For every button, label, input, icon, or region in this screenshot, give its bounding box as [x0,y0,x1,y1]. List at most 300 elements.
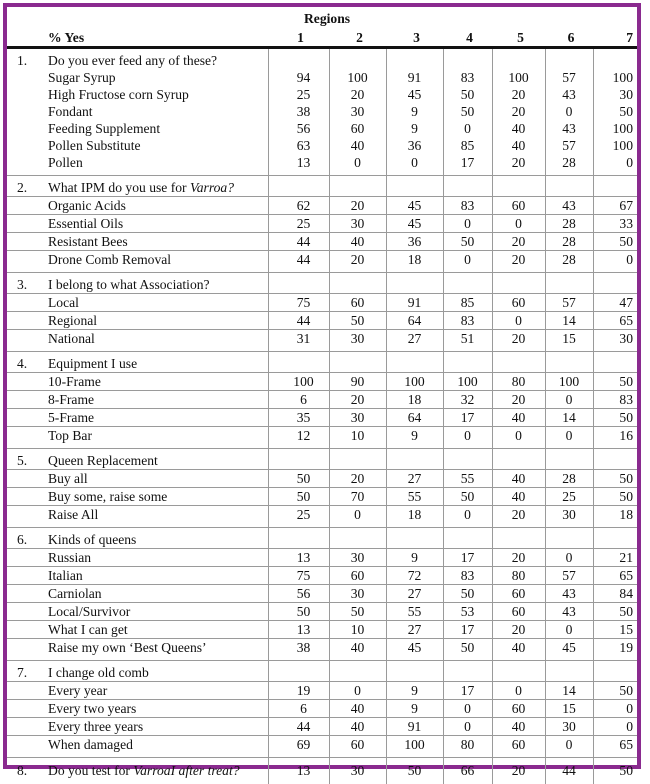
empty-cell [492,352,545,373]
region-7-value: 30 [593,330,637,352]
section-8 [7,758,637,784]
table-row [7,137,637,154]
region-3-value: 55 [386,603,443,621]
region-3-value: 36 [386,233,443,251]
empty-cell [329,528,386,549]
empty-cell [492,661,545,682]
table-row [7,682,637,700]
row-spacer [7,718,40,736]
row-spacer [7,585,40,603]
row-spacer [7,233,40,251]
region-5-value: 0 [492,682,545,700]
region-5-value: 40 [492,137,545,154]
row-label: Essential Oils [40,215,268,233]
empty-cell [268,449,329,470]
region-6-value: 14 [545,409,593,427]
empty-cell [492,48,545,70]
region-3-value: 72 [386,567,443,585]
region-2-value: 50 [329,312,386,330]
question-text-main: Queen Replacement [48,453,158,468]
empty-cell [545,176,593,197]
region-3-value: 9 [386,549,443,567]
region-5-value: 0 [492,427,545,449]
region-2-value: 20 [329,470,386,488]
region-1-value: 50 [268,470,329,488]
question-text [40,528,268,549]
region-1-value: 13 [268,621,329,639]
row-label: Every year [40,682,268,700]
region-3-value: 18 [386,251,443,273]
region-3-value: 9 [386,682,443,700]
survey-results-table [7,7,637,784]
region-3-value: 9 [386,103,443,120]
row-label: Carniolan [40,585,268,603]
empty-cell [386,449,443,470]
table-row [7,86,637,103]
row-spacer [7,197,40,215]
region-2-value: 60 [329,736,386,758]
region-1-value: 12 [268,427,329,449]
region-6-value: 43 [545,603,593,621]
region-5-value: 100 [492,69,545,86]
region-5-value: 60 [492,603,545,621]
region-6-value: 28 [545,154,593,176]
row-spacer [7,86,40,103]
region-header-3: 3 [386,27,443,48]
table-header [7,7,637,48]
region-6-value: 28 [545,233,593,251]
empty-cell [443,176,492,197]
section-3 [7,273,637,352]
row-spacer [7,488,40,506]
region-2-value: 30 [329,409,386,427]
region-2-value: 40 [329,718,386,736]
region-2-value: 40 [329,639,386,661]
question-number: 7. [7,661,40,682]
region-1-value: 69 [268,736,329,758]
row-spacer [7,621,40,639]
row-label: Pollen [40,154,268,176]
row-label: Local [40,294,268,312]
row-label: Every three years [40,718,268,736]
region-1-value: 44 [268,718,329,736]
empty-cell [492,273,545,294]
region-6-value: 44 [545,758,593,784]
empty-cell [268,528,329,549]
table-row [7,549,637,567]
region-5-value: 20 [492,549,545,567]
region-6-value: 14 [545,312,593,330]
region-6-value: 43 [545,197,593,215]
region-1-value: 13 [268,154,329,176]
row-label: Sugar Syrup [40,69,268,86]
row-label: National [40,330,268,352]
empty-cell [386,661,443,682]
empty-cell [593,176,637,197]
region-1-value: 100 [268,373,329,391]
region-7-value: 33 [593,215,637,233]
row-label: High Fructose corn Syrup [40,86,268,103]
region-header-7: 7 [593,27,637,48]
empty-cell [443,273,492,294]
region-2-value: 0 [329,154,386,176]
question-text [40,352,268,373]
region-7-value: 21 [593,549,637,567]
row-label: Every two years [40,700,268,718]
question-text [40,176,268,197]
row-spacer [7,736,40,758]
question-text-main: Kinds of queens [48,532,136,547]
empty-cell [545,528,593,549]
table-row [7,373,637,391]
row-spacer [7,137,40,154]
empty-cell [329,48,386,70]
region-4-value: 0 [443,718,492,736]
region-1-value: 25 [268,506,329,528]
region-2-value: 30 [329,549,386,567]
region-3-value: 9 [386,427,443,449]
empty-cell [329,661,386,682]
row-spacer [7,154,40,176]
region-5-value: 20 [492,154,545,176]
region-4-value: 83 [443,197,492,215]
region-6-value: 0 [545,391,593,409]
table-row [7,639,637,661]
region-5-value: 40 [492,488,545,506]
empty-cell [593,352,637,373]
region-6-value: 0 [545,427,593,449]
row-spacer [7,700,40,718]
row-label: Drone Comb Removal [40,251,268,273]
region-2-value: 10 [329,621,386,639]
region-6-value: 14 [545,682,593,700]
region-6-value: 57 [545,567,593,585]
region-4-value: 17 [443,409,492,427]
region-7-value: 100 [593,137,637,154]
regions-group-label: Regions [268,7,386,27]
region-3-value: 50 [386,758,443,784]
region-4-value: 85 [443,137,492,154]
region-1-value: 19 [268,682,329,700]
region-1-value: 62 [268,197,329,215]
region-3-value: 18 [386,391,443,409]
section-7 [7,661,637,758]
question-number: 1. [7,48,40,70]
region-1-value: 44 [268,251,329,273]
table-row [7,409,637,427]
region-5-value: 20 [492,621,545,639]
empty-cell [545,449,593,470]
question-text-main: Equipment I use [48,356,137,371]
region-7-value: 0 [593,154,637,176]
region-6-value: 43 [545,585,593,603]
region-3-value: 64 [386,409,443,427]
row-spacer [7,427,40,449]
region-5-value: 60 [492,294,545,312]
table-row [7,120,637,137]
empty-cell [386,48,443,70]
region-2-value: 0 [329,682,386,700]
empty-cell [443,352,492,373]
region-5-value: 20 [492,251,545,273]
region-1-value: 13 [268,549,329,567]
question-text-main: Do you test for [48,763,133,778]
section-4 [7,352,637,449]
region-7-value: 0 [593,718,637,736]
region-4-value: 50 [443,639,492,661]
column-header-row [7,27,637,48]
region-1-value: 94 [268,69,329,86]
region-7-value: 0 [593,700,637,718]
empty-cell [386,352,443,373]
empty-cell [386,273,443,294]
region-header-4: 4 [443,27,492,48]
table-row [7,427,637,449]
region-7-value: 100 [593,120,637,137]
empty-cell [593,48,637,70]
region-2-value: 100 [329,69,386,86]
region-2-value: 60 [329,567,386,585]
region-2-value: 90 [329,373,386,391]
region-5-value: 80 [492,567,545,585]
region-7-value: 65 [593,567,637,585]
region-7-value: 15 [593,621,637,639]
region-5-value: 60 [492,700,545,718]
region-1-value: 38 [268,103,329,120]
table-row [7,197,637,215]
region-7-value: 18 [593,506,637,528]
region-header-2: 2 [329,27,386,48]
region-7-value: 50 [593,409,637,427]
region-7-value: 83 [593,391,637,409]
region-6-value: 30 [545,506,593,528]
region-4-value: 32 [443,391,492,409]
region-4-value: 50 [443,488,492,506]
region-7-value: 50 [593,682,637,700]
region-3-value: 45 [386,639,443,661]
question-text-italic: VarroaI after treat? [133,763,239,778]
region-2-value: 0 [329,506,386,528]
region-3-value: 91 [386,718,443,736]
question-text [40,48,268,70]
region-1-value: 56 [268,585,329,603]
region-6-value: 0 [545,621,593,639]
region-3-value: 27 [386,470,443,488]
empty-cell [268,176,329,197]
region-6-value: 45 [545,639,593,661]
region-3-value: 91 [386,69,443,86]
region-6-value: 30 [545,718,593,736]
region-6-value: 57 [545,69,593,86]
question-row [7,661,637,682]
region-5-value: 40 [492,718,545,736]
row-spacer [7,470,40,488]
section-1 [7,48,637,176]
region-3-value: 27 [386,585,443,603]
question-number: 4. [7,352,40,373]
region-2-value: 10 [329,427,386,449]
region-4-value: 100 [443,373,492,391]
region-1-value: 44 [268,312,329,330]
question-text [40,758,268,784]
row-label: Feeding Supplement [40,120,268,137]
region-5-value: 20 [492,758,545,784]
region-7-value: 67 [593,197,637,215]
question-text [40,661,268,682]
region-3-value: 91 [386,294,443,312]
region-7-value: 84 [593,585,637,603]
region-5-value: 20 [492,233,545,251]
region-5-value: 40 [492,409,545,427]
region-4-value: 17 [443,549,492,567]
region-4-value: 0 [443,120,492,137]
region-5-value: 0 [492,215,545,233]
region-6-value: 57 [545,137,593,154]
region-3-value: 45 [386,197,443,215]
question-row [7,528,637,549]
row-label: Organic Acids [40,197,268,215]
region-7-value: 19 [593,639,637,661]
empty-cell [492,449,545,470]
question-text-main: Do you ever feed any of these? [48,53,217,68]
empty-cell [329,449,386,470]
row-spacer [7,567,40,585]
region-2-value: 30 [329,103,386,120]
section-5 [7,449,637,528]
empty-cell [268,48,329,70]
region-4-value: 50 [443,585,492,603]
table-row [7,330,637,352]
row-label: Regional [40,312,268,330]
row-spacer [7,409,40,427]
empty-cell [545,352,593,373]
region-2-value: 30 [329,215,386,233]
region-6-value: 15 [545,330,593,352]
empty-cell [329,273,386,294]
question-text-main: I belong to what Association? [48,277,210,292]
row-label: 8-Frame [40,391,268,409]
region-1-value: 6 [268,391,329,409]
region-2-value: 20 [329,251,386,273]
row-spacer [7,120,40,137]
region-3-value: 64 [386,312,443,330]
region-3-value: 18 [386,506,443,528]
region-2-value: 40 [329,233,386,251]
region-4-value: 0 [443,251,492,273]
region-1-value: 44 [268,233,329,251]
empty-cell [545,661,593,682]
region-6-value: 0 [545,736,593,758]
region-2-value: 30 [329,330,386,352]
region-6-value: 43 [545,120,593,137]
region-1-value: 25 [268,215,329,233]
region-7-value: 47 [593,294,637,312]
region-3-value: 45 [386,86,443,103]
empty-cell [545,273,593,294]
row-label: Raise All [40,506,268,528]
row-spacer [7,639,40,661]
row-spacer [7,215,40,233]
table-row [7,215,637,233]
region-5-value: 20 [492,86,545,103]
region-7-value: 100 [593,69,637,86]
row-label: 5-Frame [40,409,268,427]
empty-cell [268,273,329,294]
empty-cell [386,176,443,197]
table-row [7,233,637,251]
section-2 [7,176,637,273]
survey-table-frame [3,3,641,769]
region-7-value: 50 [593,488,637,506]
row-label: Buy all [40,470,268,488]
row-spacer [7,251,40,273]
regions-header-row [7,7,637,27]
row-spacer [7,391,40,409]
region-7-value: 65 [593,312,637,330]
question-number: 2. [7,176,40,197]
region-6-value: 28 [545,215,593,233]
table-row [7,488,637,506]
region-4-value: 0 [443,506,492,528]
region-5-value: 60 [492,736,545,758]
row-label: Pollen Substitute [40,137,268,154]
row-label: What I can get [40,621,268,639]
region-2-value: 60 [329,120,386,137]
region-4-value: 17 [443,621,492,639]
table-row [7,585,637,603]
region-5-value: 60 [492,197,545,215]
region-3-value: 36 [386,137,443,154]
region-4-value: 83 [443,312,492,330]
table-row [7,736,637,758]
region-7-value: 50 [593,373,637,391]
region-1-value: 38 [268,639,329,661]
region-3-value: 45 [386,215,443,233]
table-row [7,294,637,312]
region-1-value: 56 [268,120,329,137]
region-1-value: 50 [268,603,329,621]
region-2-value: 20 [329,86,386,103]
region-4-value: 83 [443,567,492,585]
row-spacer [7,373,40,391]
question-text-main: I change old comb [48,665,149,680]
table-row [7,621,637,639]
region-4-value: 80 [443,736,492,758]
table-row [7,391,637,409]
region-1-value: 75 [268,294,329,312]
region-3-value: 100 [386,373,443,391]
empty-cell [329,352,386,373]
empty-cell [593,661,637,682]
row-spacer [7,294,40,312]
table-row [7,603,637,621]
region-7-value: 30 [593,86,637,103]
empty-cell [593,273,637,294]
row-spacer [7,682,40,700]
region-7-value: 50 [593,103,637,120]
region-3-value: 100 [386,736,443,758]
empty-cell [329,176,386,197]
table-row [7,154,637,176]
empty-cell [593,528,637,549]
question-row [7,449,637,470]
region-5-value: 40 [492,470,545,488]
region-3-value: 9 [386,120,443,137]
region-7-value: 0 [593,251,637,273]
region-1-value: 50 [268,488,329,506]
region-2-value: 30 [329,585,386,603]
region-2-value: 70 [329,488,386,506]
